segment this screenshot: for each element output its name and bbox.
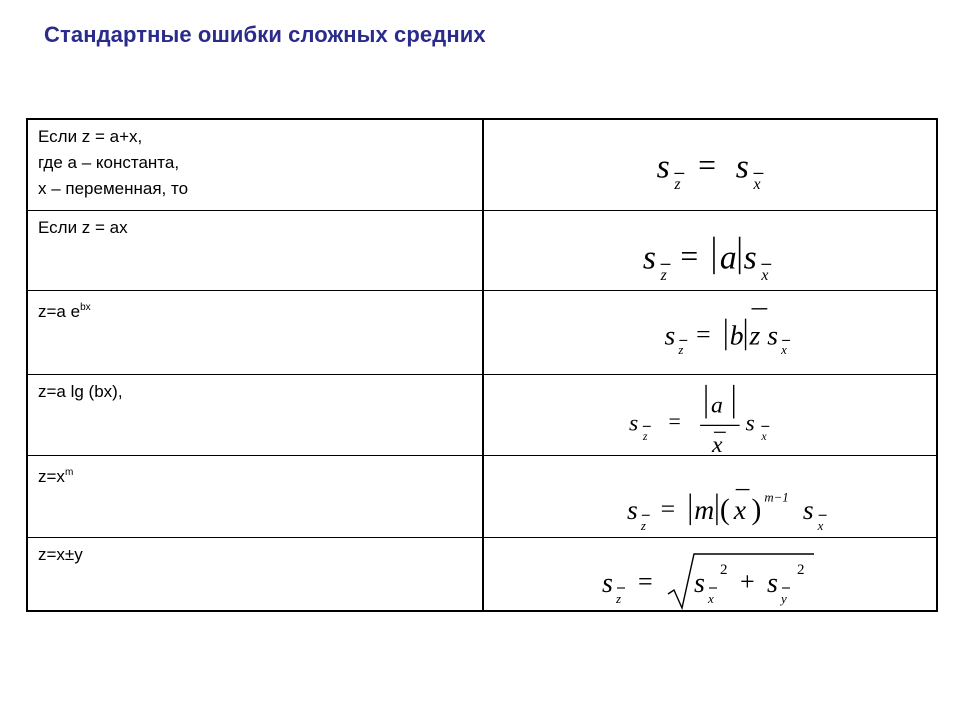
table-row bbox=[28, 211, 936, 291]
equals-sign: = bbox=[680, 238, 699, 274]
table-row bbox=[28, 375, 936, 456]
formula-product-constant bbox=[484, 211, 936, 290]
formula-subscript: z bbox=[678, 343, 684, 358]
formula-symbol: s bbox=[642, 239, 656, 277]
equals-sign: = bbox=[698, 147, 716, 183]
table-row bbox=[28, 456, 936, 538]
formula-symbol: m bbox=[694, 494, 715, 526]
equals-sign: = bbox=[696, 319, 711, 349]
formula-symbol: s bbox=[627, 494, 638, 526]
formula-subscript: y bbox=[781, 591, 787, 606]
condition-line: z=a $e^{bx}$ bbox=[38, 302, 91, 321]
formula-subscript: z bbox=[616, 591, 622, 606]
formula-power bbox=[484, 456, 936, 537]
equals-sign: = bbox=[668, 409, 681, 434]
formula-exponent: 2 bbox=[797, 562, 805, 578]
formula-cell bbox=[484, 291, 936, 374]
condition-line: х – переменная, то bbox=[38, 179, 189, 198]
formula-subscript: z bbox=[640, 519, 646, 534]
formula-subscript: x bbox=[753, 176, 761, 194]
formula-subscript: x bbox=[781, 343, 787, 358]
slide-title: Стандартные ошибки сложных средних bbox=[44, 22, 486, 47]
formula-symbol: s bbox=[656, 148, 670, 186]
formula-symbol: z bbox=[749, 319, 761, 351]
formula-sum-constant bbox=[484, 120, 936, 210]
formula-symbol: s bbox=[767, 319, 779, 351]
formula-subscript: x bbox=[761, 267, 769, 285]
condition-line: Если z = ax bbox=[38, 218, 128, 237]
equals-sign: = bbox=[660, 494, 676, 524]
formula-cell bbox=[484, 456, 936, 537]
formula-cell bbox=[484, 538, 936, 610]
formula-subscript: x bbox=[817, 519, 824, 534]
condition-cell bbox=[28, 375, 484, 455]
formula-table bbox=[26, 118, 938, 612]
formula-symbol: s bbox=[802, 494, 814, 526]
formula-symbol: s bbox=[629, 410, 639, 437]
formula-cell bbox=[484, 120, 936, 210]
formula-exponent: 2 bbox=[720, 562, 728, 578]
condition-line: $z=x^m$ bbox=[38, 467, 74, 486]
equals-sign: = bbox=[638, 567, 653, 596]
formula-symbol: s bbox=[745, 410, 755, 437]
formula-symbol: s bbox=[743, 239, 757, 277]
formula-subscript: z bbox=[674, 176, 681, 194]
formula-symbol: x bbox=[733, 494, 746, 526]
fraction-numerator: a bbox=[710, 392, 723, 419]
condition-line: z=a lg (bx), bbox=[38, 382, 123, 401]
fraction-denominator: x bbox=[711, 432, 723, 455]
formula-subscript: x bbox=[761, 429, 767, 444]
formula-exponent: m−1 bbox=[764, 490, 789, 505]
condition-cell bbox=[28, 291, 484, 374]
table-row bbox=[28, 120, 936, 211]
table-row bbox=[28, 291, 936, 375]
formula-subscript: x bbox=[708, 591, 714, 606]
condition-cell bbox=[28, 538, 484, 610]
formula-symbol: s bbox=[767, 568, 778, 599]
formula-cell bbox=[484, 211, 936, 290]
condition-line: где а – константа, bbox=[38, 153, 180, 172]
formula-symbol: s bbox=[694, 568, 705, 599]
formula-symbol: b bbox=[729, 319, 744, 351]
condition-line: Если z = a+x, bbox=[38, 127, 143, 146]
condition-cell bbox=[28, 120, 484, 210]
formula-subscript: z bbox=[660, 267, 667, 285]
paren-close: ) bbox=[751, 494, 762, 527]
formula-subscript: z bbox=[642, 429, 648, 444]
formula-cell bbox=[484, 375, 936, 455]
table-row bbox=[28, 538, 936, 610]
condition-cell bbox=[28, 211, 484, 290]
paren-open: ( bbox=[719, 494, 730, 527]
formula-symbol: a bbox=[719, 239, 737, 277]
formula-symbol: s bbox=[664, 319, 676, 351]
plus-sign: + bbox=[740, 567, 755, 596]
condition-line: z=x±y bbox=[38, 545, 83, 564]
condition-cell bbox=[28, 456, 484, 537]
formula-symbol: s bbox=[735, 148, 749, 186]
formula-exponential bbox=[484, 291, 936, 374]
formula-sum-variables bbox=[484, 538, 936, 610]
formula-symbol: s bbox=[602, 568, 613, 599]
formula-logarithm bbox=[484, 375, 936, 455]
